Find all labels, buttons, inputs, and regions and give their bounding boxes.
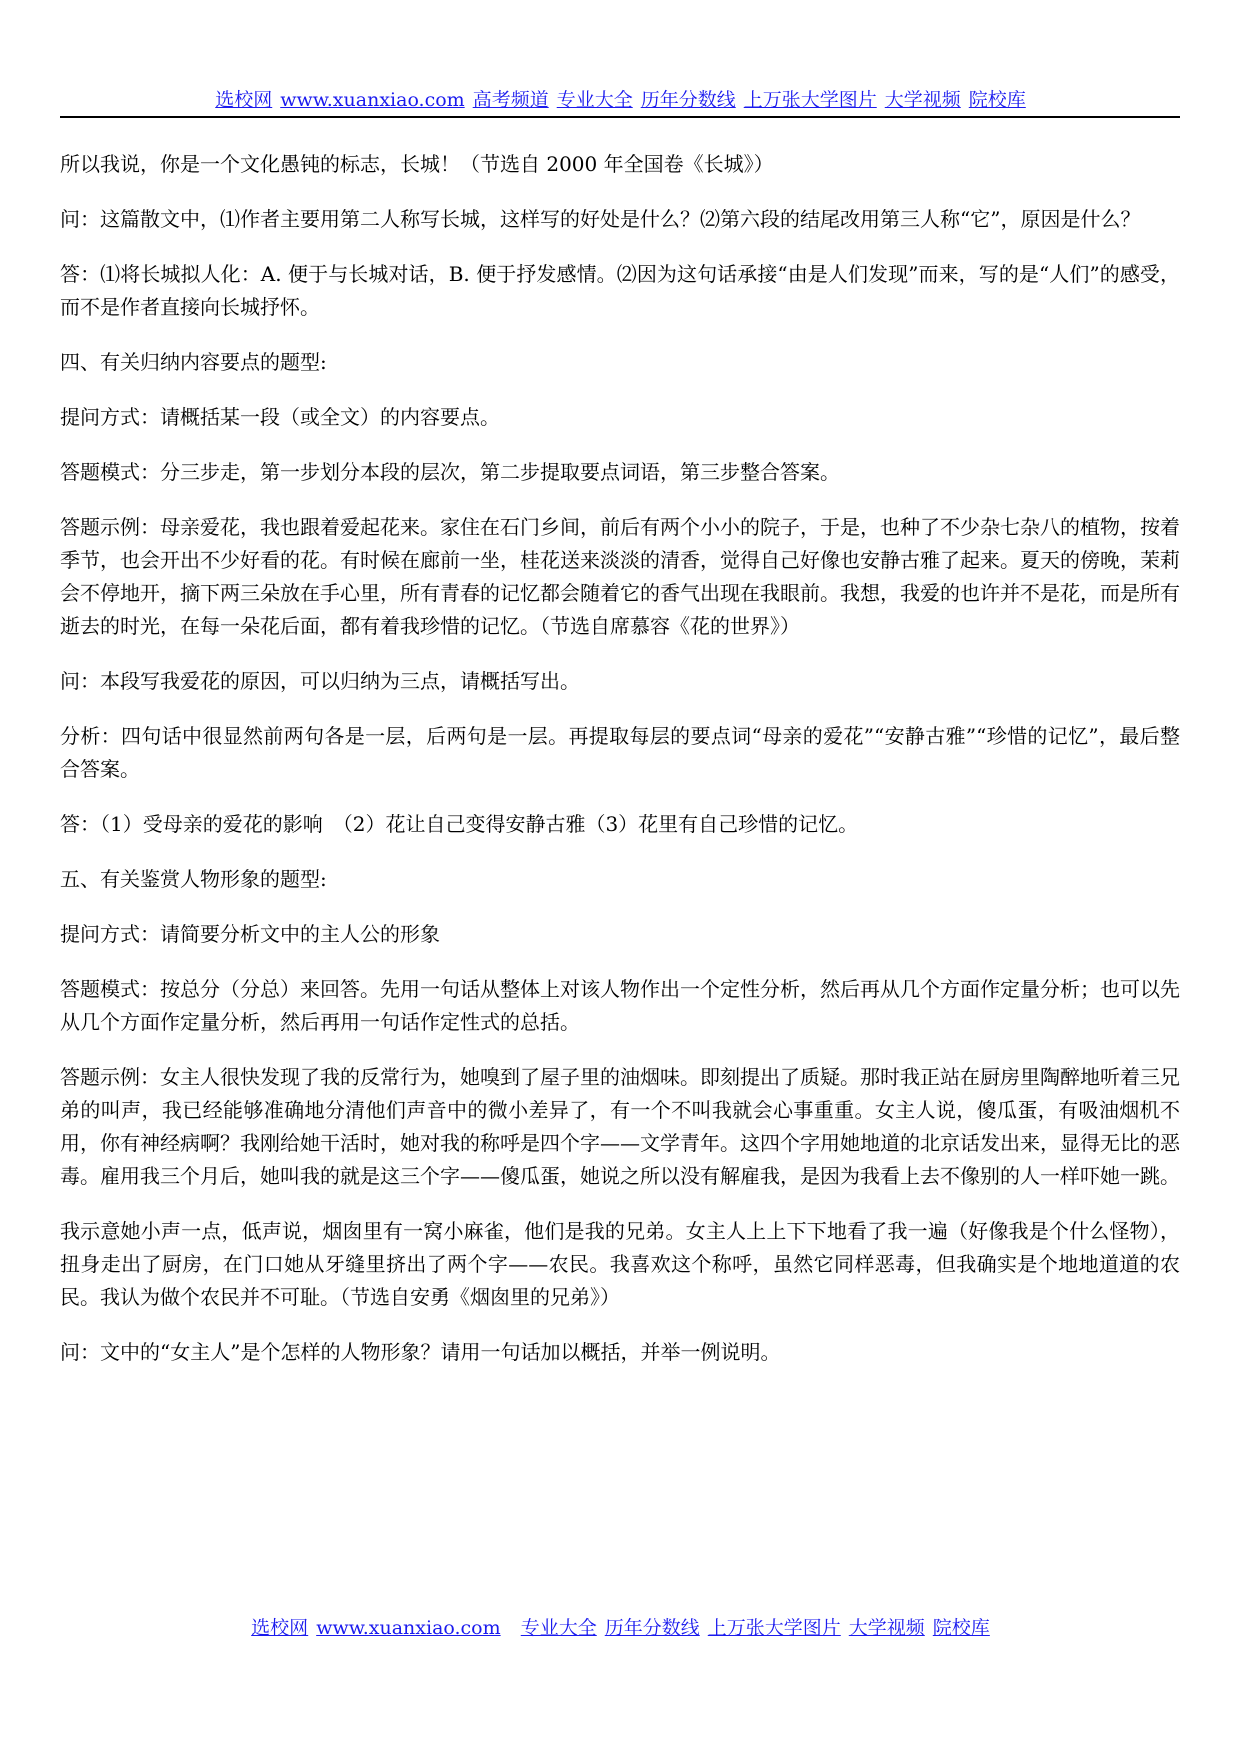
header-link-videos[interactable]: 大学视频 [884,89,961,111]
paragraph-question-1: 问：这篇散文中，⑴作者主要用第二人称写长城，这样写的好处是什么？⑵第六段的结尾改用第三人称“它”，原因是什么？ [60,207,1141,231]
paragraph-answer-1: 答：⑴将长城拟人化：A. 便于与长城对话，B. 便于抒发感情。⑵因为这句话承接“由是人们发现”而来，写的是“人们”的感受，而不是作者直接向长城抒怀。 [60,262,1180,319]
footer-link-scores[interactable]: 历年分数线 [604,1617,700,1639]
paragraph-example-5a: 答题示例：女主人很快发现了我的反常行为，她嗅到了屋子里的油烟味。即刻提出了质疑。那时我正站在厨房里陶醉地听着三兄弟的叫声，我已经能够准确地分清他们声音中的微小差异了，有一个不叫我就会心事重重。女主人说，傻瓜蛋，有吸油烟机不用，你有神经病啊？我刚给她干活时，她对我的称呼是四个字——文学青年。这四个字用她地道的北京话发出来，显得无比的恶毒。雇用我三个月后，她叫我的就是这三个字——傻瓜蛋，她说之所以没有解雇我，是因为我看上去不像别的人一样吓她一跳。 [60,1065,1180,1188]
header-link-colleges[interactable]: 院校库 [968,89,1026,111]
header-links [0,88,1241,112]
footer-link-majors[interactable]: 专业大全 [520,1617,597,1639]
paragraph-question-3: 问：文中的“女主人”是个怎样的人物形象？请用一句话加以概括，并举一例说明。 [60,1340,781,1364]
footer-link-colleges[interactable]: 院校库 [932,1617,990,1639]
header-link-photos[interactable]: 上万张大学图片 [743,89,877,111]
paragraph-analysis: 分析：四句话中很显然前两句各是一层，后两句是一层。再提取每层的要点词“母亲的爱花”“安静古雅”“珍惜的记忆”，最后整合答案。 [60,724,1180,781]
section-heading-5: 五、有关鉴赏人物形象的题型: [60,867,327,891]
footer-link-url[interactable]: www.xuanxiao.com [316,1617,501,1639]
paragraph-example-4: 答题示例：母亲爱花，我也跟着爱起花来。家住在石门乡间，前后有两个小小的院子，于是，也种了不少杂七杂八的植物，按着季节，也会开出不少好看的花。有时候在廊前一坐，桂花送来淡淡的清香，觉得自己好像也安静古雅了起来。夏天的傍晚，茉莉会不停地开，摘下两三朵放在手心里，所有青春的记忆都会随着它的香气出现在我眼前。我想，我爱的也许并不是花，而是所有逝去的时光，在每一朵花后面，都有着我珍惜的记忆。（节选自席慕容《花的世界》） [60,515,1180,638]
section-heading-4: 四、有关归纳内容要点的题型: [60,350,327,374]
paragraph-answer-2: 答：（1）受母亲的爱花的影响 （2）花让自己变得安静古雅（3）花里有自己珍惜的记忆。 [60,812,859,836]
header-link-scores[interactable]: 历年分数线 [640,89,736,111]
header-link-url[interactable]: www.xuanxiao.com [280,89,465,111]
footer-link-photos[interactable]: 上万张大学图片 [707,1617,841,1639]
paragraph-example-5b: 我示意她小声一点，低声说，烟囱里有一窝小麻雀，他们是我的兄弟。女主人上上下下地看了我一遍（好像我是个什么怪物），扭身走出了厨房，在门口她从牙缝里挤出了两个字——农民。我喜欢这个称呼，虽然它同样恶毒，但我确实是个地地道道的农民。我认为做个农民并不可耻。（节选自安勇《烟囱里的兄弟》） [60,1219,1180,1309]
footer-links [0,1616,1241,1640]
paragraph-answer-mode-5: 答题模式：按总分（分总）来回答。先用一句话从整体上对该人物作出一个定性分析，然后再从几个方面作定量分析；也可以先从几个方面作定量分析，然后再用一句话作定性式的总括。 [60,977,1180,1034]
paragraph-question-2: 问：本段写我爱花的原因，可以归纳为三点，请概括写出。 [60,669,580,693]
document-body [60,148,1180,1391]
paragraph-conclusion: 所以我说，你是一个文化愚钝的标志，长城！（节选自 2000 年全国卷《长城》） [60,152,774,176]
header-divider [60,116,1180,118]
paragraph-answer-mode-4: 答题模式：分三步走，第一步划分本段的层次，第二步提取要点词语，第三步整合答案。 [60,460,840,484]
header-link-majors[interactable]: 专业大全 [556,89,633,111]
header-link-gaokao[interactable]: 高考频道 [472,89,549,111]
paragraph-ask-method-4: 提问方式：请概括某一段（或全文）的内容要点。 [60,405,500,429]
paragraph-ask-method-5: 提问方式：请简要分析文中的主人公的形象 [60,922,440,946]
footer-link-videos[interactable]: 大学视频 [848,1617,925,1639]
footer-link-xuanxiao[interactable]: 选校网 [251,1617,309,1639]
header-link-xuanxiao[interactable]: 选校网 [215,89,273,111]
